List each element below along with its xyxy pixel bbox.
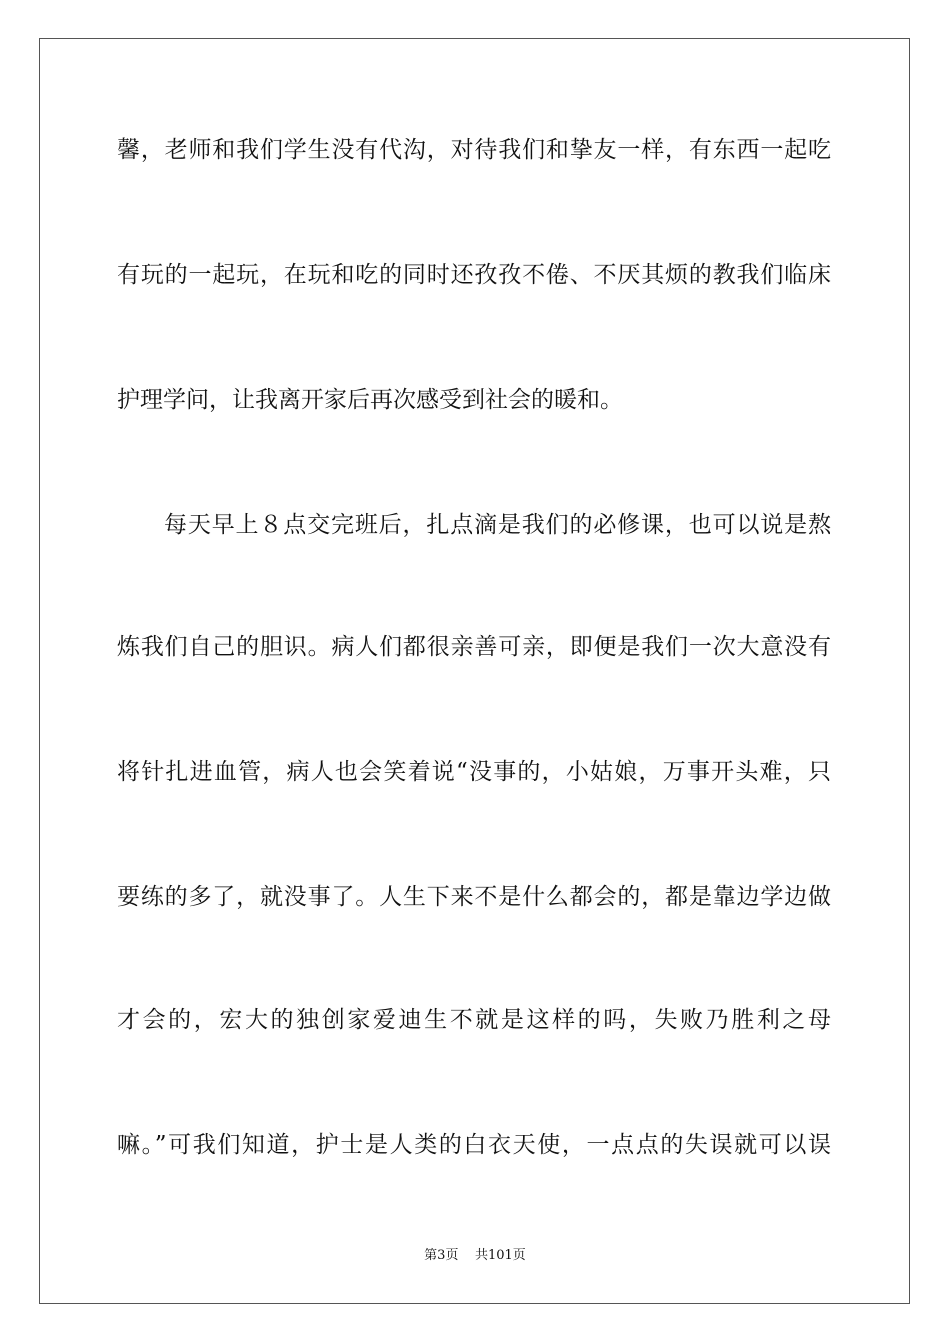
paragraph-line: 每天早上８点交完班后，扎点滴是我们的必修课，也可以说是熬 xyxy=(164,512,831,538)
page-footer xyxy=(0,1246,950,1266)
total-pages: 共101页 xyxy=(474,1248,526,1263)
paragraph-line: 要练的多了，就没事了。人生下来不是什么都会的，都是靠边学边做 xyxy=(117,884,831,910)
paragraph-line: 炼我们自己的胆识。病人们都很亲善可亲，即便是我们一次大意没有 xyxy=(117,634,831,660)
paragraph-line: 有玩的一起玩，在玩和吃的同时还孜孜不倦、不厌其烦的教我们临床 xyxy=(117,262,831,288)
paragraph-line: 馨，老师和我们学生没有代沟，对待我们和挚友一样，有东西一起吃 xyxy=(117,137,831,163)
paragraph-line: 才会的，宏大的独创家爱迪生不就是这样的吗，失败乃胜利之母 xyxy=(117,1007,831,1033)
page-border xyxy=(39,38,910,1304)
page-number: 第3页 xyxy=(424,1248,459,1263)
paragraph-line: 将针扎进血管，病人也会笑着说“没事的，小姑娘，万事开头难，只 xyxy=(117,759,831,785)
paragraph-line: 护理学问，让我离开家后再次感受到社会的暖和。 xyxy=(117,387,623,413)
paragraph-line: 嘛。”可我们知道，护士是人类的白衣天使，一点点的失误就可以误 xyxy=(117,1132,831,1158)
